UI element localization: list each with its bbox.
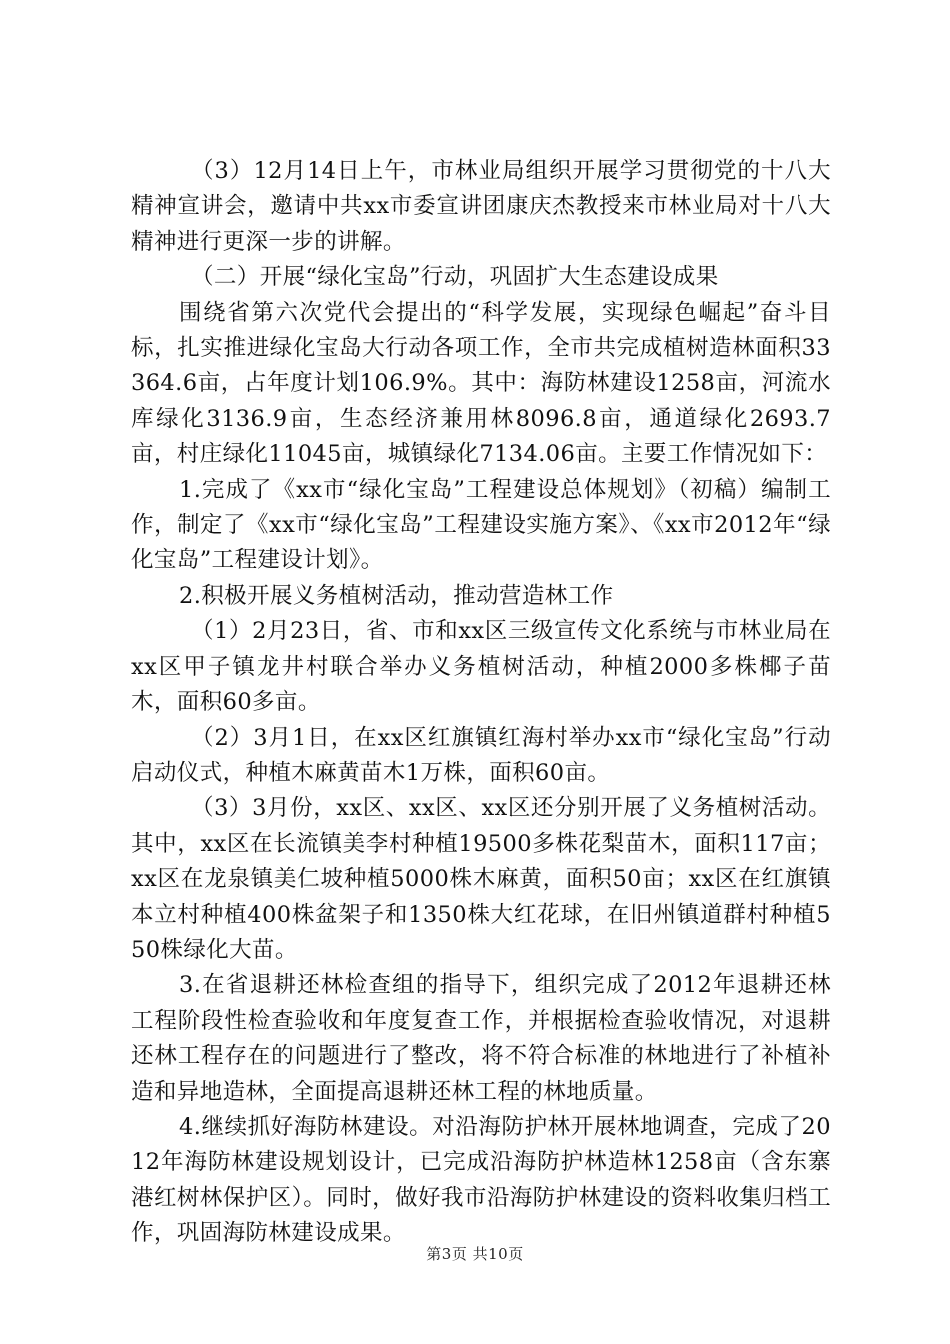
paragraph-lecture-event: （3）12月14日上午，市林业局组织开展学习贯彻党的十八大精神宣讲会，邀请中共xx市委宣讲团康庆杰教授来市林业局对十八大精神进行更深一步的讲解。 (131, 158, 831, 255)
paragraph-subitem-2: （2）3月1日，在xx区红旗镇红海村举办xx市“绿化宝岛”行动启动仪式，种植木麻黄苗木1万株，面积60亩。 (131, 724, 831, 786)
paragraph-subitem-3: （3）3月份，xx区、xx区、xx区还分别开展了义务植树活动。其中，xx区在长流镇美李村种植19500多株花梨苗木，面积117亩；xx区在龙泉镇美仁坡种植5000株木麻黄，面积50亩；xx区在红旗镇本立村种植400株盆架子和1350株大红花球，在旧州镇道群村种植550株绿化大苗。 (131, 795, 831, 963)
paragraph-subitem-1: （1）2月23日，省、市和xx区三级宣传文化系统与市林业局在xx区甲子镇龙井村联合举办义务植树活动，种植2000多株椰子苗木，面积60多亩。 (131, 618, 831, 716)
paragraph-item-2-tree-planting: 2.积极开展义务植树活动，推动营造林工作 (179, 582, 614, 609)
paragraph-item-4-coastal-forest: 4.继续抓好海防林建设。对沿海防护林开展林地调查，完成了2012年海防林建设规划设计，已完成沿海防护林造林1258亩（含东寨港红树林保护区）。同时，做好我市沿海防护林建设的资料收集归档工作，巩固海防林建设成果。 (131, 1113, 831, 1247)
paragraph-afforestation-summary: 围绕省第六次党代会提出的“科学发展，实现绿色崛起”奋斗目标，扎实推进绿化宝岛大行动各项工作，全市共完成植树造林面积33364.6亩，占年度计划106.9%。其中：海防林建设1258亩，河流水库绿化3136.9亩，生态经济兼用林8096.8亩，通道绿化2693.7亩，村庄绿化11045亩，城镇绿化7134.06亩。主要工作情况如下： (131, 299, 831, 468)
document-body (131, 154, 831, 1252)
paragraph-item-3-returning-farmland: 3.在省退耕还林检查组的指导下，组织完成了2012年退耕还林工程阶段性检查验收和年度复查工作，并根据检查验收情况，对退耕还林工程存在的问题进行了整改，将不符合标准的林地进行了补植补造和异地造林，全面提高退耕还林工程的林地质量。 (131, 972, 831, 1105)
section-heading-greening: （二）开展“绿化宝岛”行动，巩固扩大生态建设成果 (191, 264, 719, 291)
page-number-footer: 第3页 共10页 (426, 1245, 524, 1263)
paragraph-item-1-planning: 1.完成了《xx市“绿化宝岛”工程建设总体规划》（初稿）编制工作，制定了《xx市“绿化宝岛”工程建设实施方案》、《xx市2012年“绿化宝岛”工程建设计划》。 (131, 476, 831, 574)
